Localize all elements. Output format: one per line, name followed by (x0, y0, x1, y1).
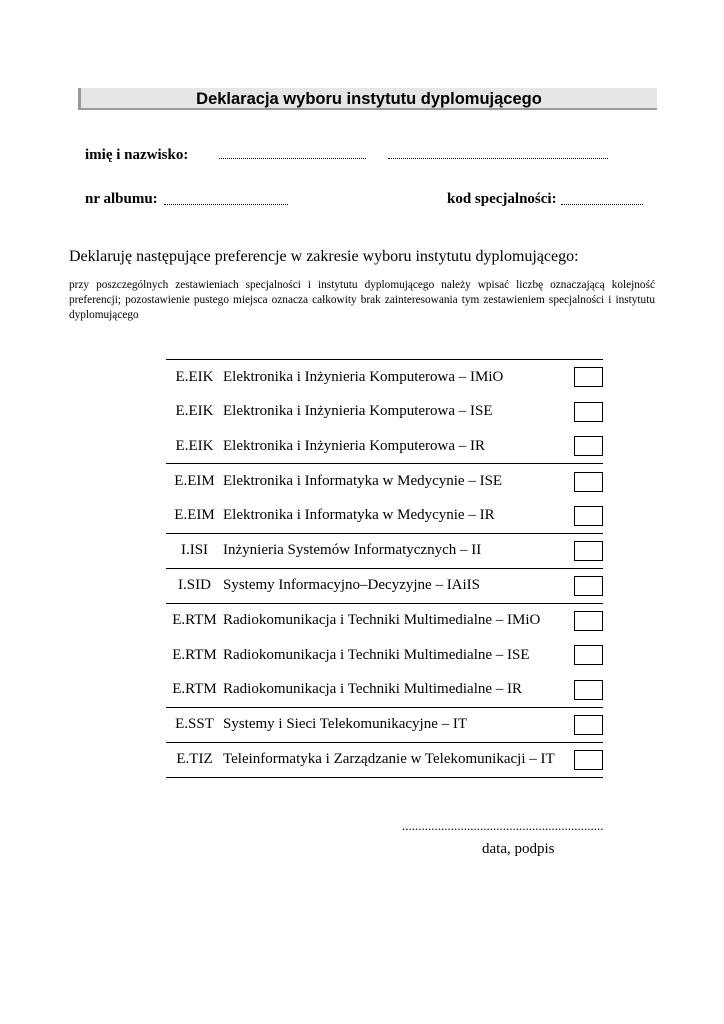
specialty-name: Elektronika i Inżynieria Komputerowa – ISE (223, 403, 493, 420)
specialty-name: Systemy Informacyjno–Decyzyjne – IAiIS (223, 568, 563, 603)
preference-rank-input[interactable] (574, 715, 603, 735)
specialty-code: E.TIZ (166, 742, 223, 777)
album-label: nr albumu: (85, 191, 158, 207)
specialty-name: Elektronika i Informatyka w Medycynie – IR (223, 507, 495, 524)
last-name-field[interactable] (388, 158, 608, 159)
table-row (166, 568, 603, 603)
specialty-name: Elektronika i Inżynieria Komputerowa – IMiO (223, 360, 563, 395)
album-number-field[interactable] (164, 204, 288, 205)
table-row (166, 603, 603, 638)
signature-label: data, podpis (482, 841, 555, 857)
preference-rank-input[interactable] (574, 436, 603, 456)
specialty-code: E.RTM (166, 603, 223, 638)
page-title: Deklaracja wyboru instytutu dyplomującego (196, 90, 542, 108)
specialty-label: kod specjalności: (447, 191, 557, 207)
specialty-code: E.EIK (166, 360, 223, 395)
table-row (166, 464, 603, 499)
specialty-name: Radiokomunikacja i Techniki Multimedialne – IMiO (223, 603, 563, 638)
table-row (166, 742, 603, 777)
preference-rank-input[interactable] (574, 367, 603, 387)
table-row (166, 533, 603, 568)
specialty-code-field[interactable] (561, 204, 643, 205)
specialty-name: Teleinformatyka i Zarządzanie w Telekomunikacji – IT (223, 742, 563, 777)
first-name-field[interactable] (219, 158, 366, 159)
preference-rank-input[interactable] (574, 506, 603, 526)
table-row (166, 499, 603, 534)
preference-rank-input[interactable] (574, 645, 603, 665)
title-bar (78, 88, 657, 110)
declaration-text: Deklaruję następujące preferencje w zakresie wyboru instytutu dyplomującego: (69, 248, 579, 265)
table-row (166, 673, 603, 708)
preference-rank-input[interactable] (574, 402, 603, 422)
specialty-code: E.RTM (172, 681, 217, 698)
specialty-code: I.ISI (166, 533, 223, 568)
table-row (166, 638, 603, 673)
specialty-code: I.SID (166, 568, 223, 603)
specialty-code: E.EIK (175, 403, 214, 420)
specialty-name: Systemy i Sieci Telekomunikacyjne – IT (223, 707, 563, 742)
specialty-code: E.SST (166, 707, 223, 742)
preferences-table (166, 359, 603, 778)
table-row (166, 394, 603, 429)
preference-rank-input[interactable] (574, 576, 603, 596)
specialty-name: Radiokomunikacja i Techniki Multimedialne – IR (223, 681, 523, 698)
preference-rank-input[interactable] (574, 472, 603, 492)
signature-line[interactable]: .............................................................. (402, 818, 604, 833)
specialty-code: E.EIM (174, 507, 215, 524)
specialty-code: E.EIM (166, 464, 223, 499)
preference-rank-input[interactable] (574, 541, 603, 561)
table-row (166, 429, 603, 464)
preference-rank-input[interactable] (574, 750, 603, 770)
table-row (166, 707, 603, 742)
specialty-name: Elektronika i Informatyka w Medycynie – ISE (223, 464, 563, 499)
specialty-code: E.EIK (175, 437, 214, 454)
specialty-name: Radiokomunikacja i Techniki Multimedialne – ISE (223, 646, 530, 663)
preference-rank-input[interactable] (574, 680, 603, 700)
instruction-text: przy poszczególnych zestawieniach specjalności i instytutu dyplomującego należy wpisać liczbę oznaczającą kolejność preferencji; pozostawienie pustego miejsca oznacza całkowity brak zainteresowania tym zestawieniem specjalności i instytutu dyplomującego (69, 279, 655, 321)
preference-rank-input[interactable] (574, 611, 603, 631)
specialty-code: E.RTM (172, 646, 217, 663)
name-label: imię i nazwisko: (85, 147, 189, 163)
specialty-name: Elektronika i Inżynieria Komputerowa – IR (223, 437, 486, 454)
table-row (166, 360, 603, 395)
specialty-name: Inżynieria Systemów Informatycznych – II (223, 533, 563, 568)
